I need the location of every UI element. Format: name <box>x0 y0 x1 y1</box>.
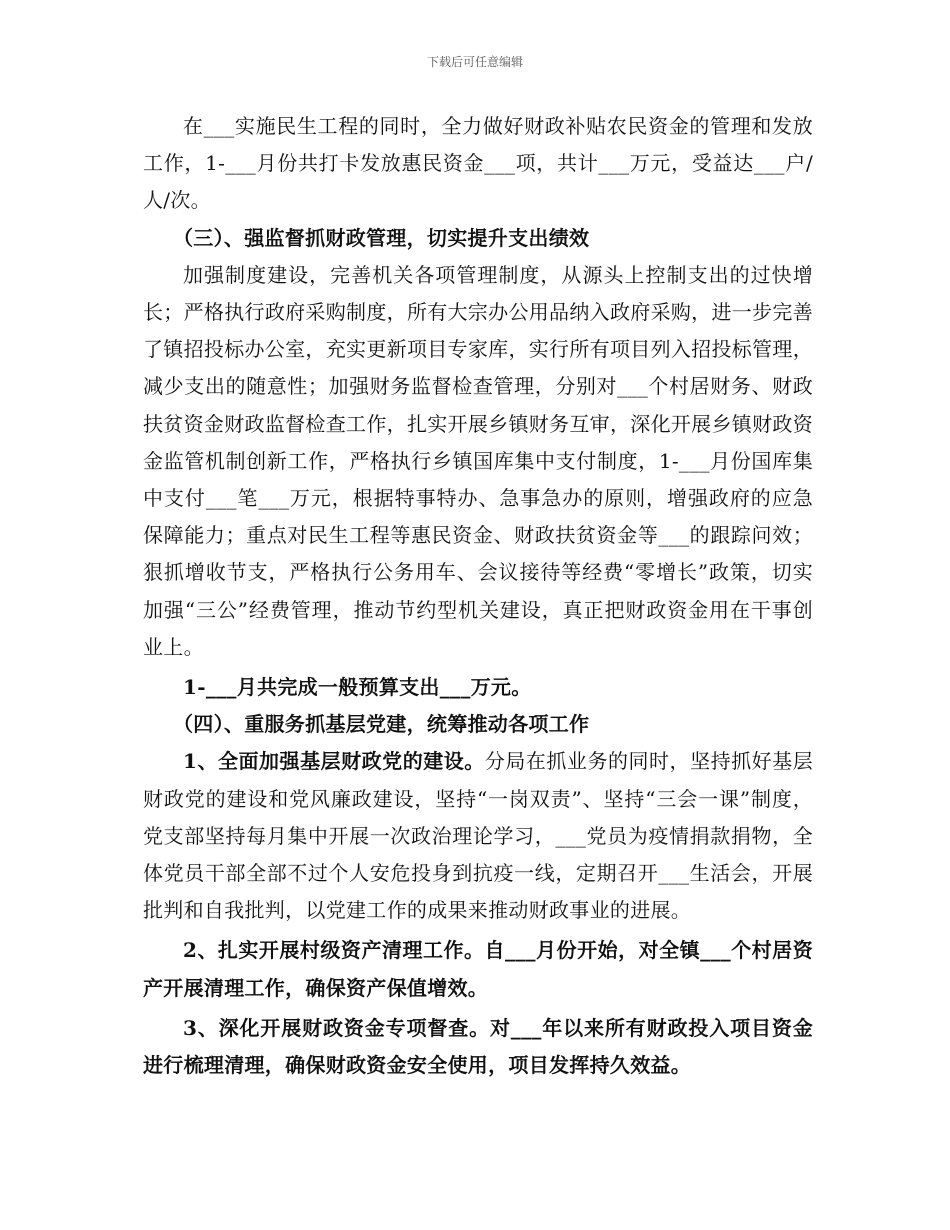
paragraph-subsidy: 在___实施民生工程的同时，全力做好财政补贴农民资金的管理和发放工作，1-___月份共打卡发放惠民资金___项，共计___万元，受益达___户/人/次。 <box>143 114 813 213</box>
section-heading-4: （四）、重服务抓基层党建，统筹推动各项工作 <box>173 712 590 737</box>
paragraph-asset-cleanup: 2、扎实开展村级资产清理工作。自___月份开始，对全镇___个村居资产开展清理工作，确保资产保值增效。 <box>143 938 813 1000</box>
paragraph-special-audit: 3、深化开展财政资金专项督查。对___年以来所有财政投入项目资金进行梳理清理，确保财政资金安全使用，项目发挥持久效益。 <box>143 1015 813 1078</box>
party-building-body: 分局在抓业务的同时，坚持抓好基层财政党的建设和党风廉政建设，坚持“一岗双责”、坚持“三会一课”制度，党支部坚持每月集中开展一次政治理论学习，___党员为疫情捐款捐物，全体党员干部全部不过个人安危投身到抗疫一线，定期召开___生活会，开展批判和自我批判，以党建工作的成果来推动财政事业的进展。 <box>143 749 813 923</box>
paragraph-expenditure-summary: 1-___月共完成一般预算支出___万元。 <box>183 675 532 700</box>
document-body <box>143 108 813 1084</box>
page-header: 下载后可任意编辑 <box>426 55 523 69</box>
paragraph-party-building <box>143 743 813 929</box>
section-heading-3: （三）、强监督抓财政管理，切实提升支出绩效 <box>173 225 590 250</box>
paragraph-supervision: 加强制度建设，完善机关各项管理制度，从源头上控制支出的过快增长；严格执行政府采购制度，所有大宗办公用品纳入政府采购，进一步完善了镇招投标办公室，充实更新项目专家库，实行所有项目列入招投标管理，减少支出的随意性；加强财务监督检查管理，分别对___个村居财务、财政扶贫资金财政监督检查工作，扎实开展乡镇财务互审，深化开展乡镇财政资金监管机制创新工作，严格执行乡镇国库集中支付制度，1-___月份国库集中支付___笔___万元，根据特事特办、急事急办的原则，增强政府的应急保障能力；重点对民生工程等惠民资金、财政扶贫资金等___的跟踪问效；狠抓增收节支，严格执行公务用车、会议接待等经费“零增长”政策，切实加强“三公”经费管理，推动节约型机关建设，真正把财政资金用在干事创业上。 <box>143 262 813 659</box>
party-building-lead: 1、全面加强基层财政党的建设。 <box>183 749 485 774</box>
